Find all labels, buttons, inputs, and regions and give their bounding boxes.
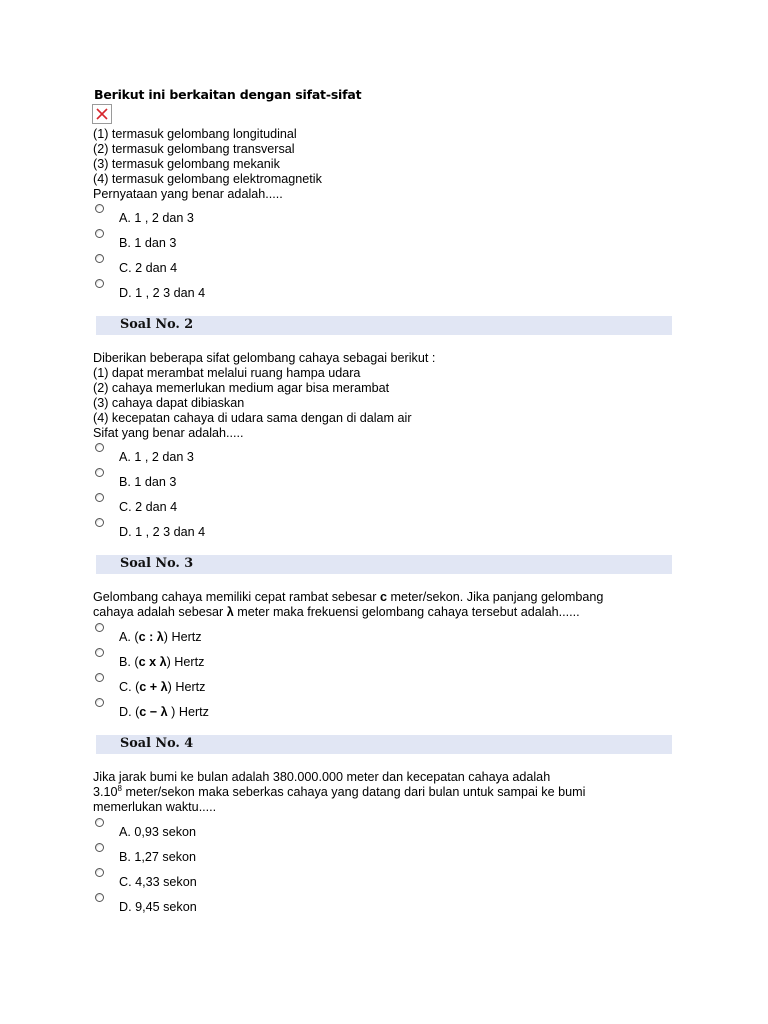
q2-header-bar <box>96 316 672 335</box>
q4-option-label: C. 4,33 sekon <box>119 875 197 889</box>
q4-stem-line-1: Jika jarak bumi ke bulan adalah 380.000.000 meter dan kecepatan cahaya adalah <box>93 770 551 784</box>
q4-option-label: B. 1,27 sekon <box>119 850 197 864</box>
q3-option-label <box>119 630 202 644</box>
q3-stem <box>93 590 603 620</box>
q3-option-label <box>119 655 204 669</box>
q3-stem-text: Gelombang cahaya memiliki cepat rambat sebesar <box>93 590 380 604</box>
q2-option-label: B. 1 dan 3 <box>119 475 177 489</box>
q3-option-expr: c + λ <box>139 680 168 694</box>
radio-button[interactable] <box>95 623 104 632</box>
q4-option-label: D. 9,45 sekon <box>119 900 197 914</box>
q2-stem-line: (4) kecepatan cahaya di udara sama dengan di dalam air <box>93 411 412 425</box>
q3-option-prefix: C. ( <box>119 680 140 694</box>
q3-stem-text: cahaya adalah sebesar <box>93 605 227 619</box>
q3-stem-lambda: λ <box>226 605 234 619</box>
q4-stem-line-2 <box>93 785 585 800</box>
radio-button[interactable] <box>95 698 104 707</box>
q1-title: Berikut ini berkaitan dengan sifat-sifat <box>94 87 362 102</box>
radio-button[interactable] <box>95 204 104 213</box>
q2-stem-line: Diberikan beberapa sifat gelombang cahaya sebagai berikut : <box>93 351 436 365</box>
radio-button[interactable] <box>95 279 104 288</box>
q3-option-suffix: ) Hertz <box>163 630 202 644</box>
q1-stem-line: (3) termasuk gelombang mekanik <box>93 157 280 171</box>
q2-option-label: D. 1 , 2 3 dan 4 <box>119 525 206 539</box>
q1-option-label: A. 1 , 2 dan 3 <box>119 211 194 225</box>
q3-stem-text: meter maka frekuensi gelombang cahaya tersebut adalah...... <box>233 605 580 619</box>
q4-stem-line-3: memerlukan waktu..... <box>93 800 217 814</box>
q1-stem <box>93 127 322 202</box>
radio-button[interactable] <box>95 843 104 852</box>
q3-header: Soal No. 3 <box>120 556 194 571</box>
q2-stem-line: (3) cahaya dapat dibiaskan <box>93 396 245 410</box>
q2-option-label: A. 1 , 2 dan 3 <box>119 450 194 464</box>
q4-stem-text: meter/sekon maka seberkas cahaya yang datang dari bulan untuk sampai ke bumi <box>121 785 586 799</box>
radio-button[interactable] <box>95 443 104 452</box>
radio-button[interactable] <box>95 254 104 263</box>
radio-button[interactable] <box>95 229 104 238</box>
radio-button[interactable] <box>95 518 104 527</box>
radio-button[interactable] <box>95 468 104 477</box>
radio-button[interactable] <box>95 648 104 657</box>
q4-stem <box>93 770 585 815</box>
q3-stem-line-1 <box>93 590 603 605</box>
radio-button[interactable] <box>95 893 104 902</box>
q1-stem-line: (4) termasuk gelombang elektromagnetik <box>93 172 322 186</box>
q3-header-bar <box>96 555 672 574</box>
q3-option-suffix: ) Hertz <box>166 655 205 669</box>
q2-option-label: C. 2 dan 4 <box>119 500 178 514</box>
q2-stem-line: (1) dapat merambat melalui ruang hampa udara <box>93 366 361 380</box>
radio-button[interactable] <box>95 818 104 827</box>
q4-stem-text: 3.10 <box>93 785 118 799</box>
q4-header-bar <box>96 735 672 754</box>
q3-option-suffix: ) Hertz <box>171 705 209 719</box>
q2-stem-line: Sifat yang benar adalah..... <box>93 426 244 440</box>
q3-option-expr: c : λ <box>138 630 164 644</box>
broken-image-icon <box>92 104 112 124</box>
q1-stem-line: (2) termasuk gelombang transversal <box>93 142 295 156</box>
q3-option-expr: c − λ <box>139 705 172 719</box>
radio-button[interactable] <box>95 673 104 682</box>
radio-button[interactable] <box>95 493 104 502</box>
q3-option-label <box>119 705 209 719</box>
q1-option-label: B. 1 dan 3 <box>119 236 177 250</box>
q2-stem <box>93 351 435 441</box>
q1-option-label: D. 1 , 2 3 dan 4 <box>119 286 206 300</box>
q3-stem-line-2 <box>93 605 603 620</box>
q4-option-label: A. 0,93 sekon <box>119 825 197 839</box>
q4-stem-exponent: 8 <box>117 783 122 793</box>
q3-option-prefix: B. ( <box>119 655 139 669</box>
q3-option-label <box>119 680 205 694</box>
q3-option-prefix: A. ( <box>119 630 139 644</box>
radio-button[interactable] <box>95 868 104 877</box>
q3-option-prefix: D. ( <box>119 705 140 719</box>
q3-option-expr: c x λ <box>138 655 167 669</box>
q3-stem-text: meter/sekon. Jika panjang gelombang <box>387 590 604 604</box>
q4-header: Soal No. 4 <box>120 736 194 751</box>
q2-stem-line: (2) cahaya memerlukan medium agar bisa merambat <box>93 381 390 395</box>
q1-stem-line: (1) termasuk gelombang longitudinal <box>93 127 297 141</box>
q2-header: Soal No. 2 <box>120 317 194 332</box>
q3-stem-c: c <box>380 590 388 604</box>
q3-option-suffix: ) Hertz <box>167 680 206 694</box>
q1-option-label: C. 2 dan 4 <box>119 261 178 275</box>
q1-stem-line: Pernyataan yang benar adalah..... <box>93 187 283 201</box>
